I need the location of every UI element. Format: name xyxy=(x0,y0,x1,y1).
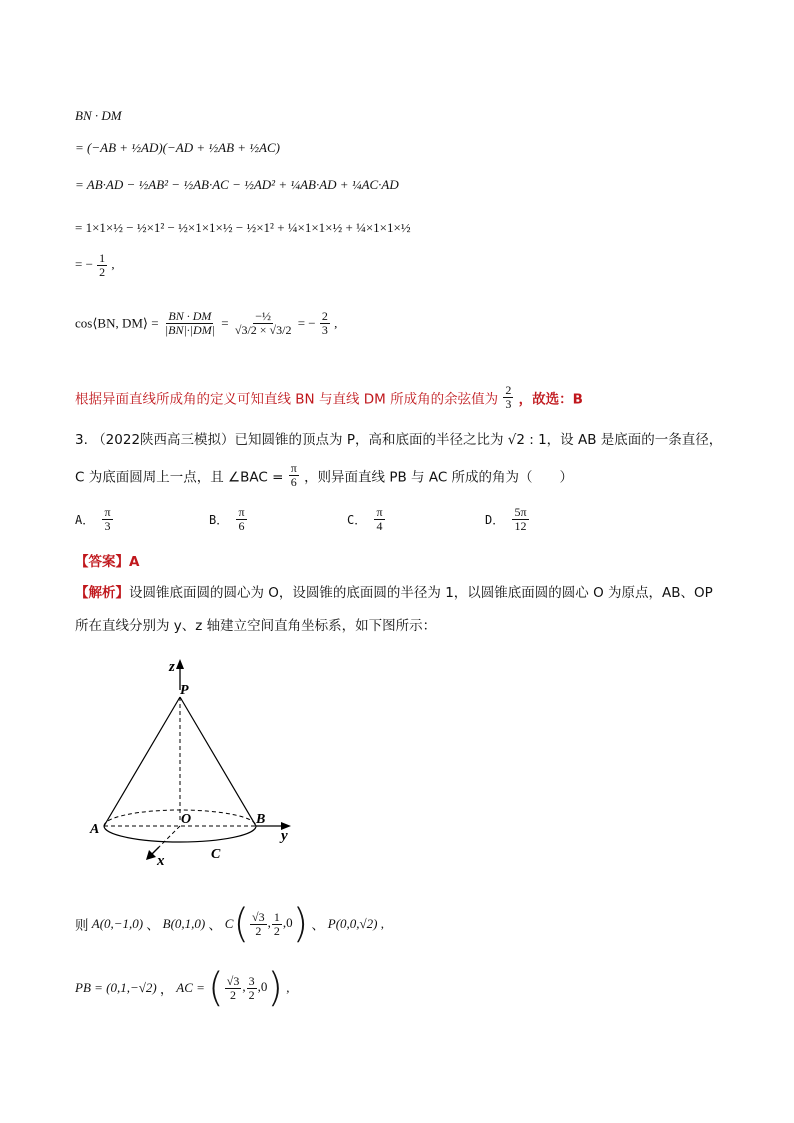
label-O: O xyxy=(181,812,192,827)
calc-line-4-fraction: $\frac{1}{2}$ xyxy=(99,251,106,279)
option-a-num: π xyxy=(104,505,111,519)
option-c[interactable] xyxy=(347,506,386,533)
label-B: B xyxy=(256,812,266,827)
calc-line-4 xyxy=(75,252,115,279)
coords-end: , xyxy=(380,916,384,931)
question-text-2a: C 为底面圆周上一点，且 ∠BAC = xyxy=(75,469,284,486)
option-d-label: D． xyxy=(485,513,505,527)
cos-result-num: 2 xyxy=(321,309,328,323)
cone-figure xyxy=(85,655,310,870)
question-angle-fraction xyxy=(289,462,299,489)
question-text-1: 已知圆锥的顶点为 P，高和底面的半径之比为 √2 : 1，设 AB 是底面的一条直径， xyxy=(234,432,723,448)
base-front-arc xyxy=(104,826,256,842)
label-y: y xyxy=(281,828,288,844)
analysis-tag: 【解析】 xyxy=(75,585,129,601)
cos-result-fraction xyxy=(320,310,330,337)
answer-tag: 【答案】 xyxy=(75,554,129,570)
label-A: A xyxy=(90,822,100,837)
vector-PB: PB = (0,1,−√2) xyxy=(75,980,157,995)
calc-line-2: = AB·AD − ½AB² − ½AB·AC − ½AD² + ¼AB·AD + ¼AC·AD xyxy=(75,177,399,192)
analysis-line-2: 所在直线分别为 y、z 轴建立空间直角坐标系，如下图所示： xyxy=(75,618,437,634)
question-number: 3. xyxy=(75,432,88,448)
coord-P: P(0,0,√2) xyxy=(327,916,378,931)
calc-line-1: = (−AB + ½AD)(−AD + ½AB + ½AC) xyxy=(75,140,280,155)
option-d[interactable] xyxy=(485,506,530,533)
option-b-den: 6 xyxy=(238,519,245,533)
coord-sep-1: 、 xyxy=(146,917,160,933)
edge-PB xyxy=(180,697,256,826)
coords-prefix: 则 xyxy=(75,918,89,934)
cos-label: cos⟨BN, DM⟩ = xyxy=(75,315,159,331)
conclusion-frac-num: 2 xyxy=(505,383,512,397)
option-b-num: π xyxy=(238,505,245,519)
cos-main-fraction: $\frac{BN \cdot DM}{|BN|\cdot|DM|}$ xyxy=(164,309,216,337)
label-P: P xyxy=(180,683,189,698)
conclusion-line xyxy=(75,384,583,411)
option-c-label: C． xyxy=(347,513,367,527)
coord-C-label: C xyxy=(224,916,234,931)
coords-line: 则 A(0,−1,0) 、 B(0,1,0) 、 C( $\frac{√3}{2}$ , $\frac{1}{2}$ ,0) 、 P(0,0,√2) , xyxy=(75,901,384,947)
cos-result-den: 3 xyxy=(321,323,328,337)
conclusion-tail: ，故选：B xyxy=(518,391,583,408)
question-source: （2022陕西高三模拟） xyxy=(92,432,235,448)
calc-line-4-prefix: = − xyxy=(75,256,93,272)
calc-line-4-suffix: , xyxy=(111,256,115,272)
option-c-den: 4 xyxy=(376,519,383,533)
vector-AC-label: AC = xyxy=(176,980,205,995)
option-d-den: 12 xyxy=(514,519,527,533)
option-a-den: 3 xyxy=(104,519,111,533)
cos-result-prefix: = − xyxy=(297,315,316,331)
angle-den: 6 xyxy=(290,475,297,489)
angle-num: π xyxy=(290,461,297,475)
option-b[interactable] xyxy=(209,506,248,533)
coord-sep-3: 、 xyxy=(311,917,325,933)
vectors-line: PB = (0,1,−√2) ， AC = ( $\frac{√3}{2}$ , $\frac{3}{2}$ ,0) , xyxy=(75,965,290,1011)
edge-PA xyxy=(104,697,180,826)
question-text-2b: ，则异面直线 PB 与 AC 所成的角为（ ） xyxy=(304,469,574,486)
conclusion-text: 根据异面直线所成角的定义可知直线 BN 与直线 DM 所成角的余弦值为 xyxy=(75,391,499,408)
question-line-1 xyxy=(75,428,722,448)
label-x: x xyxy=(157,853,165,869)
option-a-label: A． xyxy=(75,513,95,527)
vectors-end: , xyxy=(286,980,290,995)
vectors-sep: ， xyxy=(159,981,173,997)
option-b-label: B． xyxy=(209,513,229,527)
option-c-num: π xyxy=(376,505,383,519)
analysis-text-1: 设圆锥底面圆的圆心为 O，设圆锥的底面圆的半径为 1，以圆锥底面圆的圆心 O 为原点，AB、OP xyxy=(129,585,713,601)
option-d-num: 5π xyxy=(514,505,527,519)
cos-line: cos⟨BN, DM⟩ = $\frac{BN \cdot DM}{|BN|\cdot|DM|}$ = $\frac{\text{−½}}{√3/2 \times √3/2}$ = − $\frac{2}{3}$ , xyxy=(75,309,338,337)
conclusion-fraction xyxy=(503,384,513,411)
calc-line-0: BN · DM xyxy=(75,108,122,123)
coord-sep-2: 、 xyxy=(208,917,222,933)
label-z: z xyxy=(169,659,175,675)
coord-A: A(0,−1,0) xyxy=(91,916,144,931)
answer-line xyxy=(75,550,139,570)
label-C: C xyxy=(211,847,221,862)
option-a[interactable] xyxy=(75,506,114,533)
cos-value-fraction: $\frac{\text{−½}}{√3/2 \times √3/2}$ xyxy=(234,309,292,337)
z-axis-arrow xyxy=(176,659,184,669)
question-line-2 xyxy=(75,462,573,489)
analysis-line-1 xyxy=(75,581,713,601)
answer-value: A xyxy=(129,554,140,570)
coord-B: B(0,1,0) xyxy=(162,916,206,931)
conclusion-frac-den: 3 xyxy=(505,397,512,411)
calc-line-3: = 1×1×½ − ½×1² − ½×1×1×½ − ½×1² + ¼×1×1×½ + ¼×1×1×½ xyxy=(75,220,411,235)
